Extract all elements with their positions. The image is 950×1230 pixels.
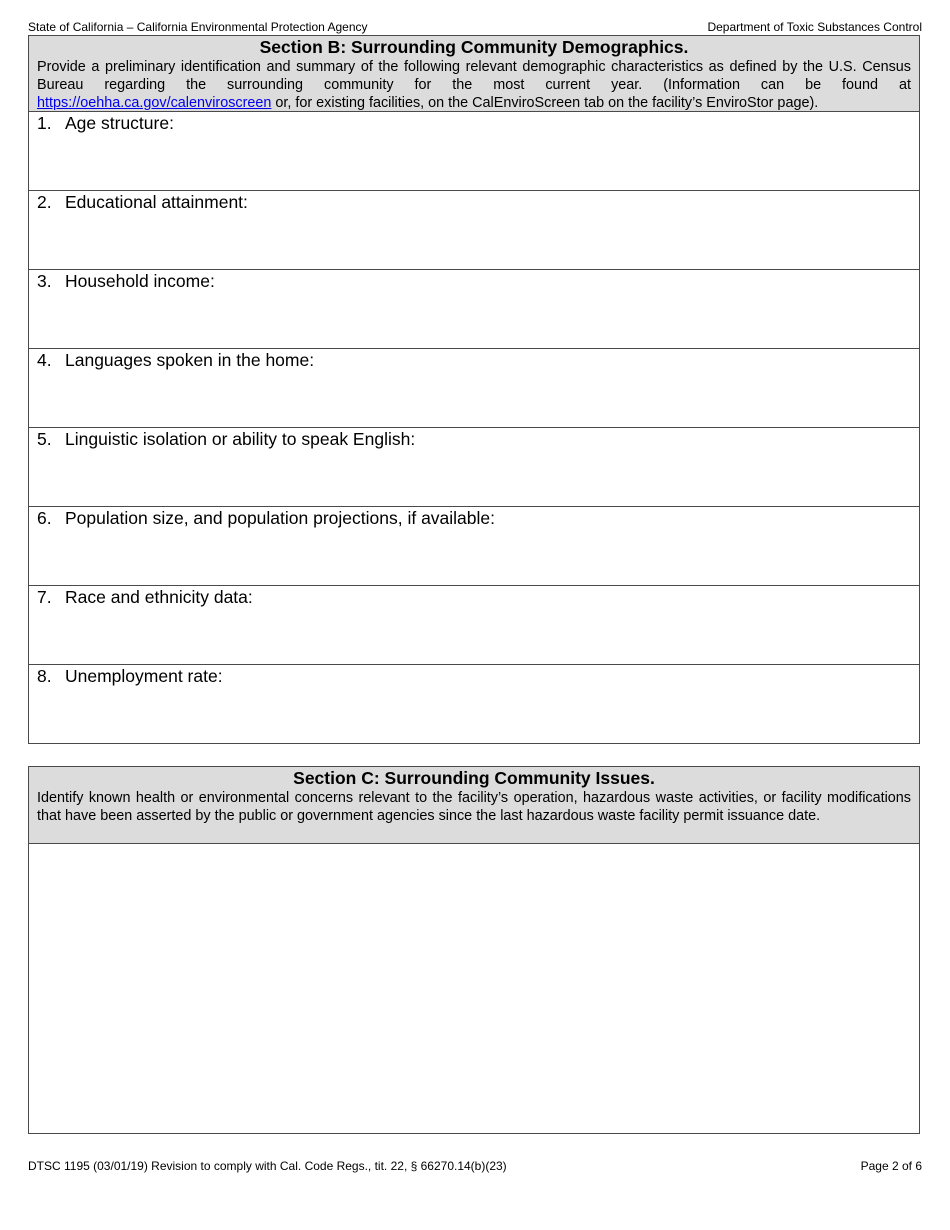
item-languages-spoken[interactable] — [29, 349, 919, 428]
section-b-header — [29, 36, 919, 112]
item-linguistic-isolation[interactable] — [29, 428, 919, 507]
item-number: 5. — [37, 429, 52, 449]
item-population-size[interactable] — [29, 507, 919, 586]
calenviroscreen-link[interactable]: https://oehha.ca.gov/calenviroscreen — [37, 95, 272, 111]
item-number: 3. — [37, 271, 52, 291]
item-label: Languages spoken in the home: — [65, 350, 315, 370]
item-number: 2. — [37, 192, 52, 212]
item-number: 6. — [37, 508, 52, 528]
item-number: 4. — [37, 350, 52, 370]
form-revision-footer: DTSC 1195 (03/01/19) Revision to comply with Cal. Code Regs., tit. 22, § 66270.14(b)(23) — [28, 1159, 507, 1173]
section-b-desc-text: Provide a preliminary identification and summary of the following relevant demographic characteristics as defined by the U.S. Census Bureau regarding the surrounding community for the most current year. (Information can be found at — [37, 59, 911, 93]
section-c — [28, 766, 920, 1134]
section-b — [28, 35, 920, 744]
item-label: Age structure: — [65, 113, 174, 133]
item-label: Race and ethnicity data: — [65, 587, 253, 607]
section-b-description — [37, 58, 911, 112]
department-header: Department of Toxic Substances Control — [707, 20, 922, 34]
section-b-desc-text-2: or, for existing facilities, on the CalEnviroScreen tab on the facility’s EnviroStor page). — [271, 95, 819, 111]
community-issues-answer-field[interactable] — [29, 844, 919, 1133]
item-unemployment-rate[interactable] — [29, 665, 919, 744]
item-label: Educational attainment: — [65, 192, 248, 212]
page-number: Page 2 of 6 — [860, 1159, 922, 1173]
item-number: 1. — [37, 113, 52, 133]
agency-header: State of California – California Environmental Protection Agency — [28, 20, 368, 34]
item-label: Household income: — [65, 271, 215, 291]
section-c-description: Identify known health or environmental concerns relevant to the facility’s operation, hazardous waste activities, or facility modifications that have been asserted by the public or government agencies since the last hazardous waste facility permit issuance date. — [37, 790, 911, 824]
item-educational-attainment[interactable] — [29, 191, 919, 270]
item-label: Population size, and population projections, if available: — [65, 508, 496, 528]
item-number: 7. — [37, 587, 52, 607]
item-race-ethnicity[interactable] — [29, 586, 919, 665]
section-c-title: Section C: Surrounding Community Issues. — [293, 768, 655, 788]
item-label: Unemployment rate: — [65, 666, 223, 686]
section-b-title: Section B: Surrounding Community Demographics. — [259, 37, 689, 57]
item-household-income[interactable] — [29, 270, 919, 349]
item-label: Linguistic isolation or ability to speak English: — [65, 429, 416, 449]
item-number: 8. — [37, 666, 52, 686]
item-age-structure[interactable] — [29, 112, 919, 191]
section-c-header — [29, 767, 919, 844]
